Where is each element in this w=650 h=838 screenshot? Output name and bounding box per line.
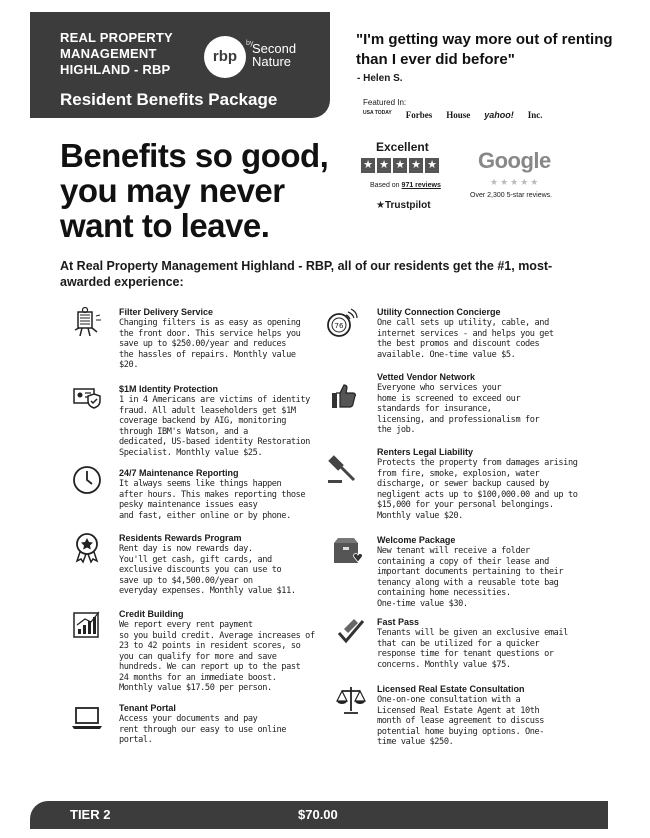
clock-icon bbox=[70, 463, 104, 497]
welcome-box-icon bbox=[330, 535, 364, 569]
press-yahoo: yahoo! bbox=[484, 110, 514, 120]
benefit-description bbox=[119, 544, 296, 597]
benefit-description-line: negligent acts up to $100,000.00 and up to bbox=[377, 489, 578, 500]
trustpilot-based-on: Based on 971 reviews bbox=[370, 182, 441, 189]
star-icon: ★ bbox=[425, 158, 439, 173]
benefit-description-line: that can be utilized for a quicker bbox=[377, 638, 540, 649]
benefit-description-line: One call sets up utility, cable, and bbox=[377, 318, 549, 328]
thumbs-up-icon bbox=[326, 378, 360, 412]
svg-text:76: 76 bbox=[334, 322, 344, 330]
benefit-description-line: discharge, or sewer backup caused by bbox=[377, 479, 549, 489]
benefit-description-line: available. One-time value $5. bbox=[377, 349, 516, 360]
benefit-description-line: containing a copy of their lease and bbox=[377, 556, 549, 567]
benefit-title: Utility Connection Concierge bbox=[377, 307, 501, 317]
benefit-description-line: fraud. All adult leaseholders get $1M bbox=[119, 405, 296, 416]
star-icon: ★ bbox=[393, 158, 407, 173]
benefit-item bbox=[377, 372, 539, 436]
benefit-description-line: pesky maintenance issues easy bbox=[119, 500, 258, 510]
benefit-description-line: 24 months for an immediate boost. bbox=[119, 672, 277, 683]
second-nature-logo: Second Nature bbox=[252, 41, 297, 69]
benefit-item bbox=[119, 609, 315, 694]
benefit-description-line: $15,000 for your personal belongings. bbox=[377, 500, 554, 510]
featured-label: Featured In: bbox=[363, 98, 407, 107]
benefit-description-line: and fast, either online or by phone. bbox=[119, 510, 291, 521]
tier-label: TIER 2 bbox=[70, 807, 111, 822]
google-logo: Google bbox=[478, 148, 551, 173]
benefit-description bbox=[377, 318, 554, 360]
benefit-description-line: Specialist. Monthly value $25. bbox=[119, 447, 263, 458]
footer-bar bbox=[30, 801, 608, 829]
benefit-description bbox=[119, 714, 286, 746]
benefit-description-line: time value $250. bbox=[377, 737, 454, 747]
trustpilot-stars bbox=[361, 158, 439, 173]
filter-delivery-icon bbox=[70, 306, 104, 340]
benefit-description bbox=[377, 383, 539, 436]
benefit-title: Filter Delivery Service bbox=[119, 307, 214, 317]
benefit-description-line: Tenants will be given an exclusive email bbox=[377, 628, 568, 638]
press-forbes: Forbes bbox=[405, 110, 433, 120]
benefit-description-line: from fire, smoke, explosion, water bbox=[377, 468, 540, 479]
benefit-description-line: the best promos and discount codes bbox=[377, 339, 540, 349]
benefit-item bbox=[377, 307, 554, 360]
benefit-description-line: 1 in 4 Americans are victims of identity bbox=[119, 395, 310, 405]
benefit-description bbox=[377, 546, 563, 609]
google-review-count: Over 2,300 5-star reviews. bbox=[470, 192, 553, 199]
benefit-description-line: month of lease agreement to discuss bbox=[377, 716, 545, 726]
benefit-description-line: through IBM's Watson, and a bbox=[119, 426, 248, 437]
rbp-logo: rbp bbox=[204, 36, 246, 78]
intro-text: At Real Property Management Highland - RBP, all of our residents get the #1, most-awarded experience: bbox=[60, 259, 553, 289]
benefit-description bbox=[377, 695, 544, 748]
benefit-description-line: response time for tenant questions or bbox=[377, 649, 554, 659]
benefit-description-line: save up to $4,500.00/year on bbox=[119, 575, 253, 586]
benefit-description-line: potential home buying options. One- bbox=[377, 726, 545, 737]
press-inc: Inc. bbox=[527, 110, 543, 120]
trustpilot-logo: ★Trustpilot bbox=[376, 200, 431, 211]
logo-by: by bbox=[246, 40, 254, 47]
benefit-title: Renters Legal Liability bbox=[377, 447, 474, 457]
benefit-item bbox=[119, 468, 305, 521]
benefit-item bbox=[119, 307, 300, 371]
benefit-description-line: the job. bbox=[377, 425, 416, 435]
benefit-title: Vetted Vendor Network bbox=[377, 372, 476, 382]
benefit-title: Credit Building bbox=[119, 609, 184, 619]
trustpilot-star-icon: ★ bbox=[376, 200, 385, 211]
benefit-description bbox=[119, 479, 305, 521]
benefit-description-line: standards for insurance, bbox=[377, 404, 492, 414]
benefit-description-line: important documents pertaining to their bbox=[377, 567, 564, 577]
benefit-item bbox=[119, 703, 286, 746]
benefit-title: Fast Pass bbox=[377, 617, 420, 627]
benefit-description-line: We report every rent payment bbox=[119, 620, 253, 630]
benefit-title: $1M Identity Protection bbox=[119, 384, 219, 394]
benefit-description bbox=[377, 628, 568, 670]
benefit-description-line: licensing, and professionalism for bbox=[377, 414, 540, 425]
fast-pass-check-icon bbox=[334, 615, 368, 649]
benefit-title: Tenant Portal bbox=[119, 703, 176, 713]
benefit-description-line: Monthly value $17.50 per person. bbox=[119, 683, 272, 693]
star-icon: ★ bbox=[377, 158, 391, 173]
benefit-description-line: dedicated, US-based identity Restoration bbox=[119, 437, 310, 447]
benefit-description bbox=[119, 395, 310, 458]
benefit-description-line: save up to $250.00/year and reduces bbox=[119, 339, 287, 349]
tier-price: $70.00 bbox=[298, 807, 338, 822]
benefit-description-line: rent through our easy to use online bbox=[119, 724, 287, 735]
benefit-item bbox=[377, 447, 578, 521]
benefit-description-line: 23 to 42 points in resident scores, so bbox=[119, 641, 301, 651]
company-name: REAL PROPERTY MANAGEMENT HIGHLAND - RBP bbox=[60, 30, 173, 77]
laptop-icon bbox=[70, 700, 104, 734]
benefit-description-line: Monthly value $20. bbox=[377, 510, 463, 521]
benefit-title: 24/7 Maintenance Reporting bbox=[119, 468, 239, 478]
identity-protection-icon bbox=[70, 380, 104, 414]
testimonial-author: - Helen S. bbox=[357, 73, 403, 84]
benefit-title: Welcome Package bbox=[377, 535, 456, 545]
benefit-description-line: portal. bbox=[119, 735, 153, 745]
benefit-title: Licensed Real Estate Consultation bbox=[377, 684, 525, 694]
benefit-item bbox=[377, 684, 544, 748]
benefit-title: Residents Rewards Program bbox=[119, 533, 242, 543]
scales-icon bbox=[334, 683, 368, 717]
benefit-description-line: Rent day is now rewards day. bbox=[119, 544, 253, 554]
benefit-description-line: You'll get cash, gift cards, and bbox=[119, 554, 272, 565]
benefit-description-line: home is screened to exceed our bbox=[377, 393, 521, 404]
thermostat-icon bbox=[324, 306, 358, 340]
benefit-item bbox=[119, 384, 310, 458]
testimonial-quote: "I'm getting way more out of renting than I ever did before" bbox=[356, 31, 613, 68]
press-logos bbox=[363, 110, 543, 120]
package-title: Resident Benefits Package bbox=[60, 90, 278, 109]
benefit-description-line: Everyone who services your bbox=[377, 383, 502, 393]
benefit-description-line: the front door. This service helps you bbox=[119, 328, 301, 339]
benefit-description-line: hundreds. We can report up to the past bbox=[119, 662, 301, 672]
benefit-description-line: after hours. This makes reporting those bbox=[119, 489, 306, 500]
benefit-description bbox=[119, 620, 315, 694]
star-icon: ★ bbox=[361, 158, 375, 173]
benefit-description-line: everyday expenses. Monthly value $11. bbox=[119, 586, 296, 596]
benefit-description-line: Access your documents and pay bbox=[119, 714, 258, 724]
star-icon: ★ bbox=[409, 158, 423, 173]
header-banner bbox=[30, 12, 330, 118]
benefit-description-line: $20. bbox=[119, 360, 139, 370]
google-stars: ★★★★★ bbox=[490, 177, 541, 187]
trustpilot-rating-label: Excellent bbox=[376, 140, 429, 154]
benefit-description-line: containing home necessities. bbox=[377, 588, 511, 598]
benefit-description-line: tenancy along with a reusable tote bag bbox=[377, 577, 559, 588]
press-house: House bbox=[446, 110, 471, 120]
benefit-description-line: One-on-one consultation with a bbox=[377, 695, 521, 705]
benefit-item bbox=[119, 533, 296, 597]
credit-chart-icon bbox=[70, 607, 104, 641]
benefit-description-line: the hassles of repairs. Monthly value bbox=[119, 349, 296, 360]
benefit-description-line: internet services - and helps you get bbox=[377, 328, 554, 339]
benefit-item bbox=[377, 617, 568, 670]
benefit-description-line: exclusive discounts you can use to bbox=[119, 565, 282, 575]
benefit-description-line: Licensed Real Estate Agent at 10th bbox=[377, 705, 540, 716]
benefit-description-line: coverage backend by AIG, monitoring bbox=[119, 416, 287, 426]
benefit-description-line: One-time value $30. bbox=[377, 598, 468, 609]
benefit-description-line: It always seems like things happen bbox=[119, 479, 282, 489]
rewards-badge-icon bbox=[70, 530, 104, 564]
page-headline: Benefits so good, you may never want to leave. bbox=[60, 137, 329, 244]
benefit-description-line: Protects the property from damages arising bbox=[377, 458, 578, 468]
benefit-description bbox=[377, 458, 578, 521]
benefit-description-line: concerns. Monthly value $75. bbox=[377, 659, 511, 670]
gavel-icon bbox=[326, 452, 360, 486]
benefit-description-line: New tenant will receive a folder bbox=[377, 546, 530, 556]
benefit-description-line: you can qualify for more and save bbox=[119, 651, 277, 662]
benefit-description-line: so you build credit. Average increases of bbox=[119, 630, 315, 641]
benefit-item bbox=[377, 535, 563, 609]
benefit-description bbox=[119, 318, 300, 371]
press-usa-today: USA TODAY bbox=[363, 110, 392, 116]
benefit-description-line: Changing filters is as easy as opening bbox=[119, 318, 301, 328]
